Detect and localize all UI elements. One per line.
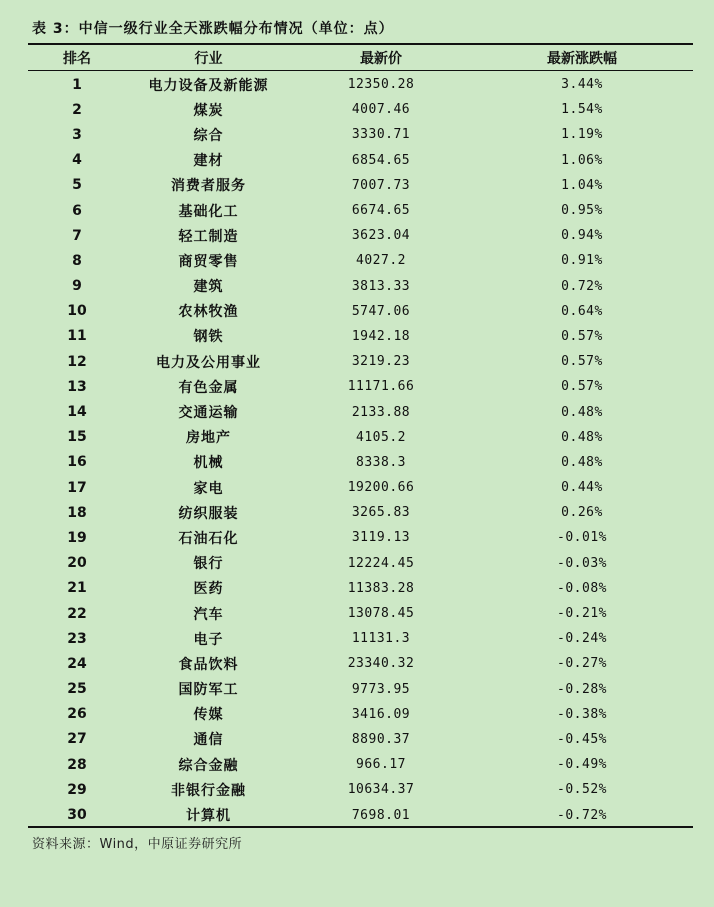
- latest-change-cell: 0.57%: [561, 328, 603, 344]
- industry-cell: 综合: [193, 127, 224, 144]
- industry-cell: 电子: [193, 631, 224, 648]
- latest-change-cell: 3.44%: [561, 77, 603, 93]
- latest-change-cell: -0.27%: [557, 656, 607, 672]
- industry-cell: 商贸零售: [178, 253, 239, 270]
- header-latest-change: 最新涨跌幅: [547, 50, 617, 67]
- industry-cell: 计算机: [186, 808, 231, 825]
- industry-cell: 消费者服务: [171, 178, 246, 195]
- industry-cell: 银行: [193, 556, 224, 573]
- table-row: [28, 122, 693, 147]
- latest-price-cell: 5747.06: [351, 303, 411, 319]
- latest-change-cell: 0.91%: [561, 253, 603, 269]
- industry-cell: 国防军工: [178, 682, 239, 699]
- industry-cell: 有色金属: [178, 379, 239, 396]
- rank-cell: 10: [67, 303, 87, 320]
- industry-cell: 通信: [193, 732, 224, 749]
- latest-change-cell: 1.06%: [561, 152, 603, 168]
- latest-price-cell: 13078.45: [347, 606, 415, 622]
- latest-price-cell: 11171.66: [347, 379, 415, 395]
- industry-cell: 农林牧渔: [178, 304, 239, 321]
- industry-cell: 综合金融: [178, 757, 239, 774]
- rank-cell: 8: [72, 252, 82, 269]
- source-note: 资料来源：Wind，中原证券研究所: [32, 837, 243, 852]
- rank-cell: 24: [67, 655, 87, 672]
- industry-cell: 医药: [193, 581, 224, 598]
- table-header-row: [28, 45, 693, 70]
- latest-price-cell: 4007.46: [351, 102, 411, 118]
- rank-cell: 22: [67, 605, 87, 622]
- table-row: [28, 500, 693, 525]
- latest-change-cell: 0.44%: [561, 480, 603, 496]
- industry-cell: 家电: [193, 480, 224, 497]
- latest-change-cell: -0.01%: [557, 530, 607, 546]
- latest-price-cell: 7007.73: [351, 177, 411, 193]
- latest-price-cell: 6854.65: [351, 152, 411, 168]
- latest-change-cell: 0.72%: [561, 278, 603, 294]
- table-row: [28, 97, 693, 122]
- table-row: [28, 425, 693, 450]
- latest-price-cell: 6674.65: [351, 203, 411, 219]
- rank-cell: 17: [67, 479, 87, 496]
- latest-price-cell: 11131.3: [351, 631, 411, 647]
- latest-price-cell: 12224.45: [347, 555, 415, 571]
- rank-cell: 6: [72, 202, 82, 219]
- latest-change-cell: 0.48%: [561, 429, 603, 445]
- latest-price-cell: 12350.28: [347, 77, 415, 93]
- latest-price-cell: 8338.3: [356, 454, 406, 470]
- rank-cell: 15: [67, 429, 87, 446]
- table-row: [28, 551, 693, 576]
- rank-cell: 12: [67, 353, 87, 370]
- industry-cell: 电力及公用事业: [156, 354, 261, 371]
- latest-change-cell: -0.49%: [557, 757, 607, 773]
- latest-price-cell: 3119.13: [351, 530, 411, 546]
- industry-cell: 建筑: [193, 279, 224, 296]
- table-row: [28, 324, 693, 349]
- industry-cell: 食品饮料: [178, 656, 239, 673]
- table-header-rule: [28, 70, 693, 71]
- rank-cell: 1: [72, 76, 82, 93]
- table-row: [28, 752, 693, 777]
- rank-cell: 2: [72, 101, 82, 118]
- rank-cell: 16: [67, 454, 87, 471]
- rank-cell: 7: [72, 227, 82, 244]
- rank-cell: 13: [67, 378, 87, 395]
- latest-change-cell: 0.48%: [561, 404, 603, 420]
- latest-change-cell: 0.26%: [561, 505, 603, 521]
- latest-change-cell: 0.94%: [561, 228, 603, 244]
- latest-price-cell: 10634.37: [347, 782, 415, 798]
- table-row: [28, 802, 693, 827]
- table-row: [28, 651, 693, 676]
- latest-change-cell: -0.21%: [557, 606, 607, 622]
- table-row: [28, 198, 693, 223]
- latest-price-cell: 3416.09: [351, 706, 411, 722]
- rank-cell: 4: [72, 152, 82, 169]
- table-row: [28, 677, 693, 702]
- industry-cell: 纺织服装: [178, 505, 239, 522]
- table-row: [28, 626, 693, 651]
- latest-price-cell: 3265.83: [351, 505, 411, 521]
- latest-price-cell: 8890.37: [351, 731, 411, 747]
- table-row: [28, 349, 693, 374]
- rank-cell: 23: [67, 630, 87, 647]
- table-row: [28, 450, 693, 475]
- rank-cell: 28: [67, 756, 87, 773]
- rank-cell: 5: [72, 177, 82, 194]
- industry-cell: 轻工制造: [178, 228, 239, 245]
- header-industry: 行业: [194, 50, 223, 67]
- latest-price-cell: 3330.71: [351, 127, 411, 143]
- latest-change-cell: -0.52%: [557, 782, 607, 798]
- table-row: [28, 601, 693, 626]
- table-row: [28, 727, 693, 752]
- table-row: [28, 72, 693, 97]
- industry-cell: 基础化工: [178, 203, 239, 220]
- rank-cell: 30: [67, 807, 87, 824]
- latest-price-cell: 966.17: [356, 757, 406, 773]
- latest-price-cell: 3219.23: [351, 354, 411, 370]
- table-row: [28, 475, 693, 500]
- rank-cell: 14: [67, 404, 87, 421]
- latest-change-cell: 0.95%: [561, 203, 603, 219]
- latest-change-cell: -0.45%: [557, 731, 607, 747]
- table-row: [28, 399, 693, 424]
- rank-cell: 29: [67, 781, 87, 798]
- rank-cell: 21: [67, 580, 87, 597]
- industry-cell: 电力设备及新能源: [148, 77, 269, 94]
- latest-price-cell: 2133.88: [351, 404, 411, 420]
- table-row: [28, 702, 693, 727]
- header-rank: 排名: [63, 50, 91, 67]
- latest-change-cell: 0.64%: [561, 303, 603, 319]
- table-row: [28, 223, 693, 248]
- latest-change-cell: 0.48%: [561, 454, 603, 470]
- latest-price-cell: 4027.2: [356, 253, 406, 269]
- table-row: [28, 299, 693, 324]
- table-row: [28, 148, 693, 173]
- latest-change-cell: -0.28%: [557, 681, 607, 697]
- rank-cell: 3: [72, 126, 82, 143]
- latest-price-cell: 3813.33: [351, 278, 411, 294]
- latest-price-cell: 9773.95: [351, 681, 411, 697]
- latest-price-cell: 7698.01: [351, 807, 411, 823]
- industry-cell: 建材: [193, 153, 224, 170]
- rank-cell: 20: [67, 555, 87, 572]
- table-row: [28, 576, 693, 601]
- industry-table: [28, 45, 693, 825]
- latest-price-cell: 3623.04: [351, 228, 411, 244]
- industry-cell: 机械: [193, 455, 224, 472]
- latest-price-cell: 11383.28: [347, 580, 415, 596]
- latest-change-cell: -0.38%: [557, 706, 607, 722]
- table-caption: 表 3：中信一级行业全天涨跌幅分布情况（单位：点）: [32, 21, 394, 37]
- latest-price-cell: 19200.66: [347, 480, 415, 496]
- rank-cell: 25: [67, 681, 87, 698]
- industry-cell: 石油石化: [178, 530, 239, 547]
- header-latest-price: 最新价: [360, 50, 402, 67]
- rank-cell: 26: [67, 706, 87, 723]
- latest-change-cell: -0.03%: [557, 555, 607, 571]
- latest-change-cell: 1.19%: [561, 127, 603, 143]
- latest-change-cell: -0.08%: [557, 580, 607, 596]
- rank-cell: 11: [67, 328, 87, 345]
- industry-cell: 钢铁: [193, 329, 224, 346]
- table-row: [28, 777, 693, 802]
- rank-cell: 19: [67, 529, 87, 546]
- latest-change-cell: 0.57%: [561, 379, 603, 395]
- industry-cell: 房地产: [186, 430, 231, 447]
- rank-cell: 18: [67, 504, 87, 521]
- table-row: [28, 173, 693, 198]
- industry-cell: 传媒: [193, 707, 224, 724]
- table-row: [28, 525, 693, 550]
- latest-change-cell: 1.04%: [561, 177, 603, 193]
- table-bottom-rule: [28, 826, 693, 828]
- industry-cell: 汽车: [193, 606, 224, 623]
- rank-cell: 27: [67, 731, 87, 748]
- table-body: [28, 72, 693, 828]
- industry-cell: 非银行金融: [171, 782, 246, 799]
- table-row: [28, 274, 693, 299]
- industry-cell: 交通运输: [178, 405, 239, 422]
- rank-cell: 9: [72, 278, 82, 295]
- latest-price-cell: 4105.2: [356, 429, 406, 445]
- latest-change-cell: -0.72%: [557, 807, 607, 823]
- latest-price-cell: 23340.32: [347, 656, 415, 672]
- latest-change-cell: 0.57%: [561, 354, 603, 370]
- latest-change-cell: -0.24%: [557, 631, 607, 647]
- table-row: [28, 374, 693, 399]
- latest-price-cell: 1942.18: [351, 328, 411, 344]
- table-row: [28, 248, 693, 273]
- latest-change-cell: 1.54%: [561, 102, 603, 118]
- industry-cell: 煤炭: [193, 102, 224, 119]
